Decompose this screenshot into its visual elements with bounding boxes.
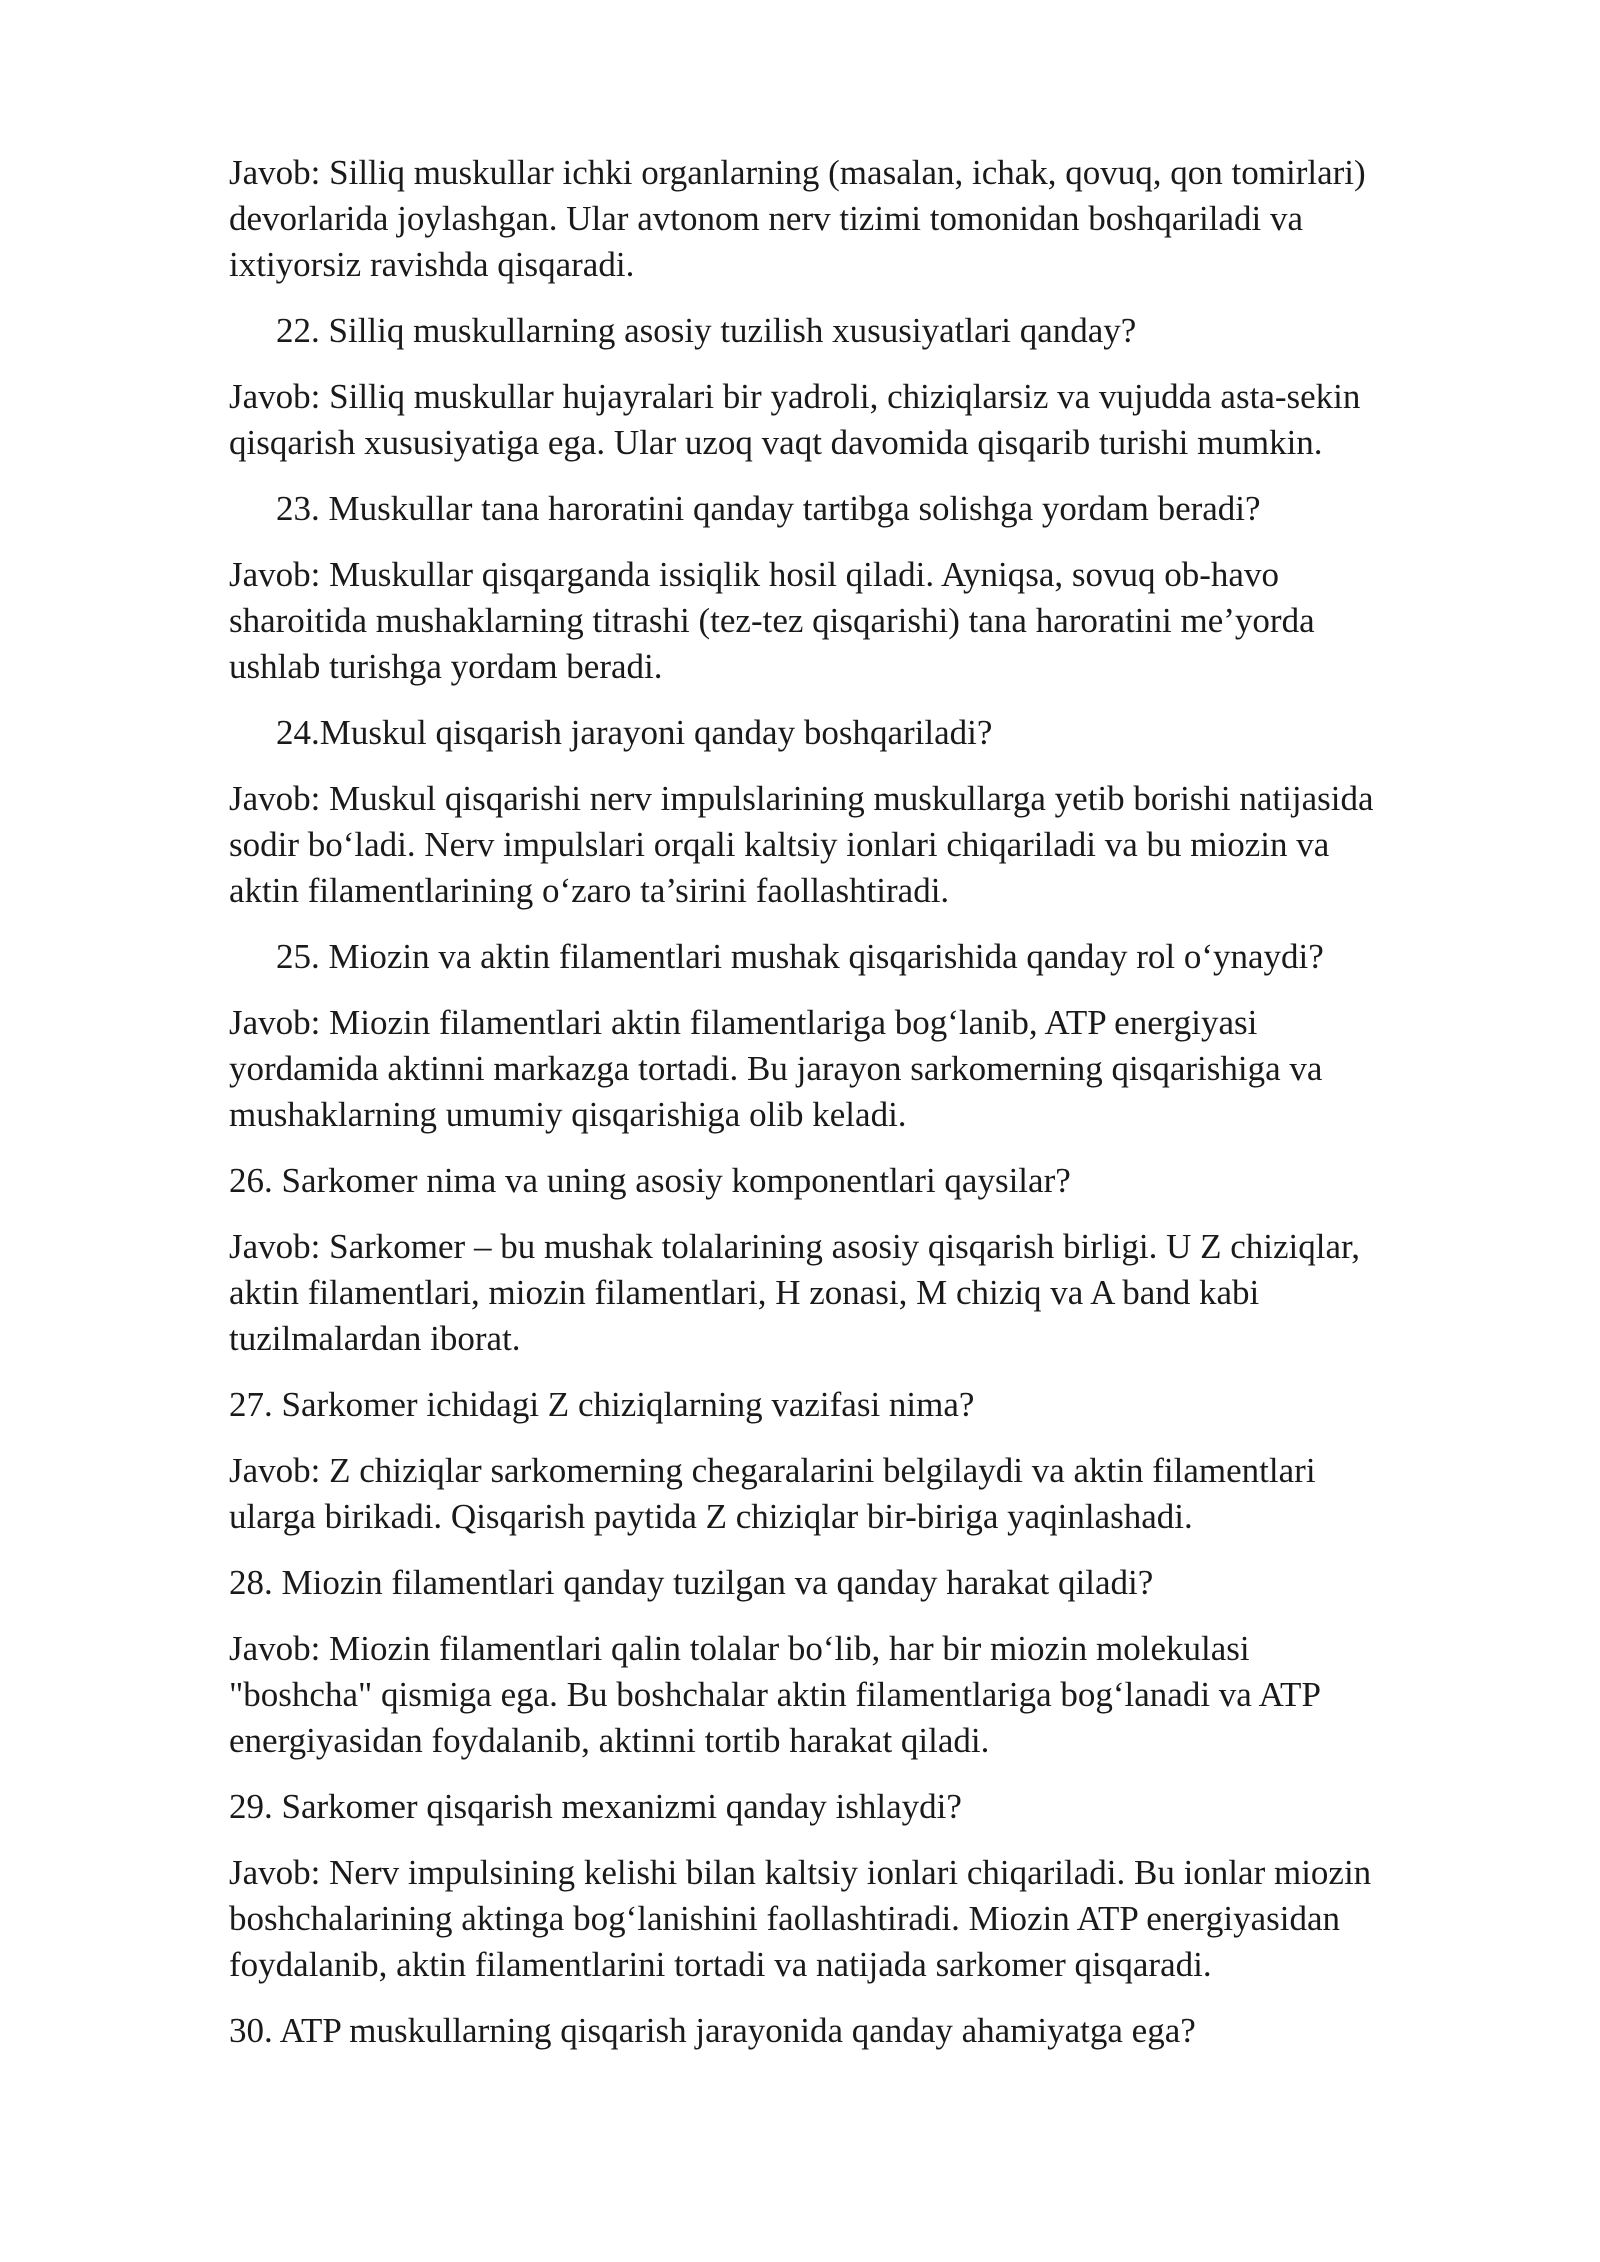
document-body [229, 150, 1489, 2074]
answer-paragraph [229, 150, 1489, 288]
answer-paragraph [229, 776, 1489, 914]
answer-line: foydalanib, aktin filamentlarini tortadi va natijada sarkomer qisqaradi. [229, 1945, 1212, 1984]
answer-line: tuzilmalardan iborat. [229, 1319, 521, 1358]
answer-line: Javob: Miozin filamentlari aktin filamentlariga bog‘lanib, ATP energiyasi [229, 1003, 1258, 1042]
answer-line: Javob: Z chiziqlar sarkomerning chegaralarini belgilaydi va aktin filamentlari [229, 1451, 1316, 1490]
answer-line: devorlarida joylashgan. Ular avtonom nerv tizimi tomonidan boshqariladi va [229, 199, 1304, 238]
answer-line: Javob: Miozin filamentlari qalin tolalar bo‘lib, har bir miozin molekulasi [229, 1629, 1250, 1668]
answer-paragraph [229, 552, 1489, 690]
answer-line: aktin filamentlari, miozin filamentlari, H zonasi, M chiziq va A band kabi [229, 1273, 1260, 1312]
answer-paragraph [229, 1000, 1489, 1138]
question-heading: 28. Miozin filamentlari qanday tuzilgan va qanday harakat qiladi? [229, 1563, 1154, 1602]
answer-line: ushlab turishga yordam beradi. [229, 647, 663, 686]
answer-line: "boshcha" qismiga ega. Bu boshchalar aktin filamentlariga bog‘lanadi va ATP [229, 1675, 1321, 1714]
answer-line: aktin filamentlarining o‘zaro ta’sirini faollashtiradi. [229, 871, 950, 910]
question-heading: 22. Silliq muskullarning asosiy tuzilish xususiyatlari qanday? [276, 311, 1137, 350]
question-heading: 24.Muskul qisqarish jarayoni qanday boshqariladi? [276, 713, 993, 752]
answer-paragraph [229, 1626, 1489, 1764]
question-heading: 26. Sarkomer nima va uning asosiy komponentlari qaysilar? [229, 1161, 1071, 1200]
answer-line: Javob: Nerv impulsining kelishi bilan kaltsiy ionlari chiqariladi. Bu ionlar miozin [229, 1853, 1372, 1892]
answer-line: sodir bo‘ladi. Nerv impulslari orqali kaltsiy ionlari chiqariladi va bu miozin va [229, 825, 1330, 864]
answer-paragraph [229, 1448, 1489, 1540]
answer-line: ularga birikadi. Qisqarish paytida Z chiziqlar bir-biriga yaqinlashadi. [229, 1497, 1193, 1536]
answer-paragraph [229, 1850, 1489, 1988]
answer-line: Javob: Sarkomer – bu mushak tolalarining asosiy qisqarish birligi. U Z chiziqlar, [229, 1227, 1361, 1266]
question-heading: 27. Sarkomer ichidagi Z chiziqlarning vazifasi nima? [229, 1385, 975, 1424]
question-heading: 23. Muskullar tana haroratini qanday tartibga solishga yordam beradi? [276, 489, 1261, 528]
answer-line: energiyasidan foydalanib, aktinni tortib harakat qiladi. [229, 1721, 990, 1760]
answer-line: qisqarish xususiyatiga ega. Ular uzoq vaqt davomida qisqarib turishi mumkin. [229, 423, 1323, 462]
answer-line: sharoitida mushaklarning titrashi (tez-tez qisqarishi) tana haroratini me’yorda [229, 601, 1315, 640]
answer-line: Javob: Muskul qisqarishi nerv impulslarining muskullarga yetib borishi natijasida [229, 779, 1374, 818]
answer-line: boshchalarining aktinga bog‘lanishini faollashtiradi. Miozin ATP energiyasidan [229, 1899, 1341, 1938]
answer-line: Javob: Muskullar qisqarganda issiqlik hosil qiladi. Ayniqsa, sovuq ob-havo [229, 555, 1279, 594]
question-heading: 30. ATP muskullarning qisqarish jarayonida qanday ahamiyatga ega? [229, 2011, 1196, 2050]
answer-line: ixtiyorsiz ravishda qisqaradi. [229, 245, 635, 284]
answer-line: Javob: Silliq muskullar hujayralari bir yadroli, chiziqlarsiz va vujudda asta-sekin [229, 377, 1361, 416]
answer-line: mushaklarning umumiy qisqarishiga olib keladi. [229, 1095, 907, 1134]
answer-paragraph [229, 374, 1489, 466]
answer-line: yordamida aktinni markazga tortadi. Bu jarayon sarkomerning qisqarishiga va [229, 1049, 1323, 1088]
answer-paragraph [229, 1224, 1489, 1362]
question-heading: 25. Miozin va aktin filamentlari mushak qisqarishida qanday rol o‘ynaydi? [276, 937, 1324, 976]
question-heading: 29. Sarkomer qisqarish mexanizmi qanday ishlaydi? [229, 1787, 962, 1826]
answer-line: Javob: Silliq muskullar ichki organlarning (masalan, ichak, qovuq, qon tomirlari) [229, 153, 1366, 192]
